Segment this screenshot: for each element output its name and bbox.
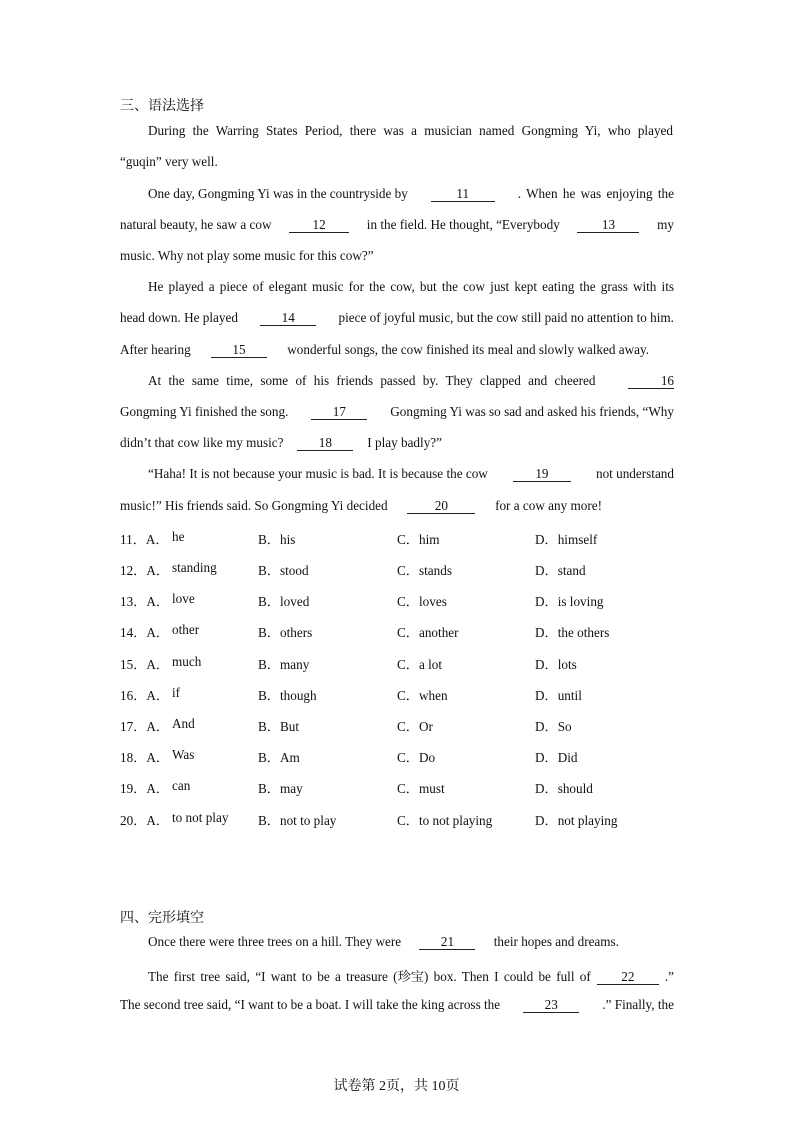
option-c: C．to not playing <box>397 813 493 828</box>
option-b: B．loved <box>258 594 310 609</box>
passage-line: “guqin” very well. <box>120 154 218 169</box>
option-b: B．Am <box>258 750 300 765</box>
passage-text: The first tree said, “I want to be a treasure (珍宝) box. Then I could be full of <box>148 969 591 984</box>
passage-text: for a cow any more! <box>495 498 602 513</box>
option-c: C．him <box>397 532 440 547</box>
passage-line <box>120 997 674 1013</box>
option-c: C．when <box>397 688 448 703</box>
blank-22: 22 <box>597 970 659 985</box>
passage-line: He played a piece of elegant music for the cow, but the cow just kept eating the grass with its <box>148 279 674 294</box>
passage-line: music. Why not play some music for this cow?” <box>120 248 374 263</box>
blank-17: 17 <box>311 405 367 420</box>
option-d: D．So <box>535 719 572 734</box>
option-c: C．stands <box>397 563 452 578</box>
question-number: 18．A． <box>120 750 170 765</box>
question-number: 13．A． <box>120 594 170 609</box>
passage-text: in the field. He thought, “Everybody <box>366 217 560 232</box>
option-d: D．Did <box>535 750 578 765</box>
blank-13: 13 <box>577 218 639 233</box>
blank-19: 19 <box>513 467 571 482</box>
blank-21: 21 <box>419 935 475 950</box>
passage-line <box>148 186 674 202</box>
blank-11: 11 <box>431 187 495 202</box>
passage-text: . When he was enjoying the <box>517 186 674 201</box>
option-b: B．though <box>258 688 317 703</box>
passage-text: Gongming Yi finished the song. <box>120 404 289 419</box>
passage-text: didn’t that cow like my music? <box>120 435 284 450</box>
option-c: C．Or <box>397 719 433 734</box>
passage-line <box>120 310 674 326</box>
option-a: much <box>172 654 202 669</box>
passage-line <box>120 404 674 420</box>
passage-text: I play badly?” <box>367 435 442 450</box>
option-d: D．himself <box>535 532 598 547</box>
passage-text: natural beauty, he saw a cow <box>120 217 272 232</box>
blank-12: 12 <box>289 218 349 233</box>
option-c: C．Do <box>397 750 436 765</box>
option-c: C．another <box>397 625 459 640</box>
passage-text: head down. He played <box>120 310 238 325</box>
option-a: to not play <box>172 810 229 825</box>
option-d: D．lots <box>535 657 577 672</box>
passage-text: One day, Gongming Yi was in the countryside by <box>148 186 408 201</box>
option-b: B．his <box>258 532 296 547</box>
question-number: 11．A． <box>120 532 169 547</box>
passage-line <box>148 373 674 389</box>
blank-15: 15 <box>211 343 267 358</box>
blank-16: 16 <box>628 374 674 389</box>
passage-line <box>148 466 674 482</box>
passage-line: During the Warring States Period, there was a musician named Gongming Yi, who played <box>148 123 673 138</box>
passage-text: .” <box>664 969 674 984</box>
option-d: D．should <box>535 781 593 796</box>
passage-line <box>120 217 674 233</box>
option-b: B．But <box>258 719 300 734</box>
passage-line <box>148 966 674 985</box>
option-a: Was <box>172 747 195 762</box>
section-4-title: 四、完形填空 <box>120 911 204 926</box>
passage-text: Gongming Yi was so sad and asked his friends, “Why <box>390 404 674 419</box>
passage-text: not understand <box>595 466 674 481</box>
option-b: B．not to play <box>258 813 337 828</box>
passage-text: Once there were three trees on a hill. They were <box>148 934 402 949</box>
option-a: he <box>172 529 185 544</box>
section-3-title: 三、语法选择 <box>120 99 204 114</box>
option-a: standing <box>172 560 217 575</box>
option-b: B．others <box>258 625 313 640</box>
blank-20: 20 <box>407 499 475 514</box>
blank-14: 14 <box>260 311 316 326</box>
passage-text: wonderful songs, the cow finished its meal and slowly walked away. <box>287 342 649 357</box>
blank-23: 23 <box>523 998 579 1013</box>
passage-text: piece of joyful music, but the cow still paid no attention to him. <box>338 310 674 325</box>
question-number: 15．A． <box>120 657 170 672</box>
page-footer: 试卷第 2页，共 10页 <box>333 1079 460 1094</box>
question-number: 19．A． <box>120 781 170 796</box>
option-d: D．is loving <box>535 594 604 609</box>
question-number: 12．A． <box>120 563 170 578</box>
passage-text: After hearing <box>120 342 191 357</box>
passage-text: their hopes and dreams. <box>493 934 619 949</box>
option-c: C．loves <box>397 594 447 609</box>
option-b: B．may <box>258 781 303 796</box>
blank-18: 18 <box>297 436 353 451</box>
passage-text: my <box>657 217 674 232</box>
option-d: D．the others <box>535 625 610 640</box>
question-number: 17．A． <box>120 719 170 734</box>
option-d: D．not playing <box>535 813 618 828</box>
option-d: D．stand <box>535 563 586 578</box>
option-d: D．until <box>535 688 582 703</box>
option-a: if <box>172 685 181 700</box>
passage-text: At the same time, some of his friends passed by. They clapped and cheered <box>148 373 596 388</box>
passage-line <box>120 435 442 451</box>
passage-line <box>120 498 602 514</box>
option-b: B．stood <box>258 563 309 578</box>
option-b: B．many <box>258 657 310 672</box>
passage-text: music!” His friends said. So Gongming Yi decided <box>120 498 388 513</box>
question-number: 20．A． <box>120 813 170 828</box>
option-a: And <box>172 716 195 731</box>
option-c: C．must <box>397 781 445 796</box>
passage-text: .” Finally, the <box>602 997 674 1012</box>
option-a: other <box>172 622 200 637</box>
question-number: 14．A． <box>120 625 170 640</box>
passage-line <box>120 342 649 358</box>
option-a: can <box>172 778 191 793</box>
passage-text: “Haha! It is not because your music is bad. It is because the cow <box>148 466 488 481</box>
question-number: 16．A． <box>120 688 170 703</box>
option-c: C．a lot <box>397 657 443 672</box>
option-a: love <box>172 591 195 606</box>
passage-text: The second tree said, “I want to be a boat. I will take the king across the <box>120 997 501 1012</box>
passage-line <box>148 934 619 950</box>
